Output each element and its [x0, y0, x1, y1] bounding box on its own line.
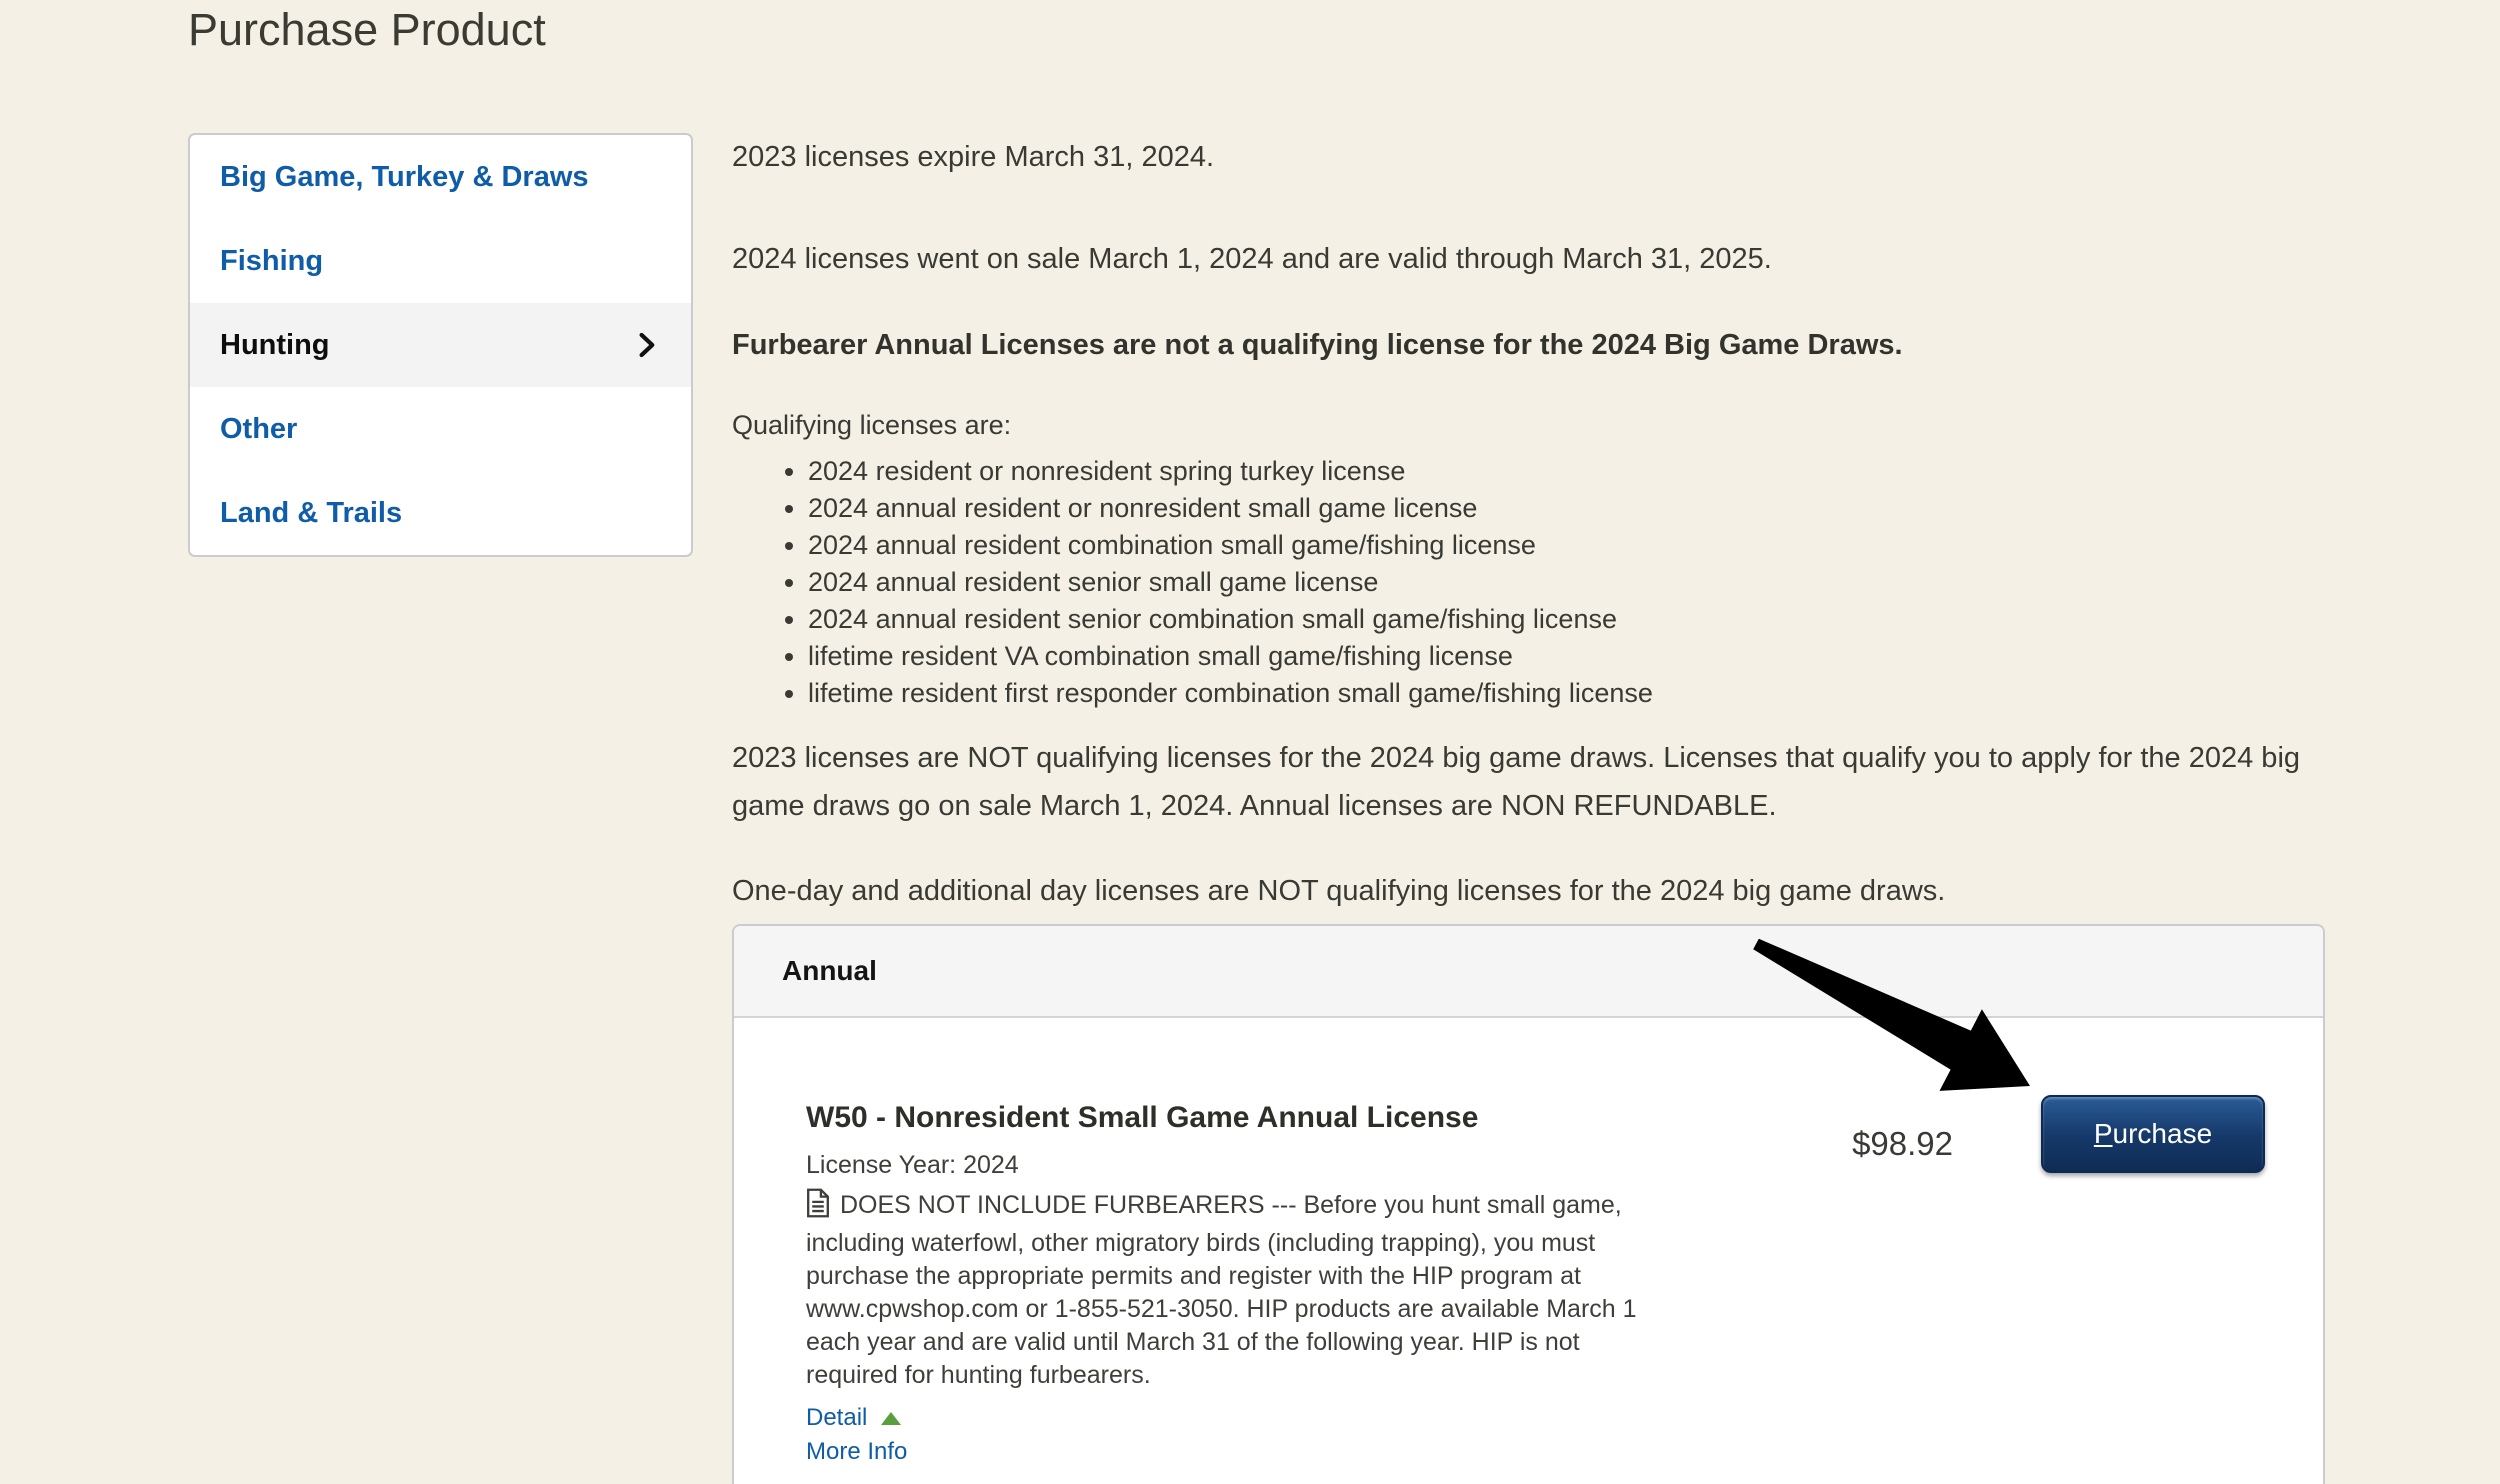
product-description [806, 1188, 1674, 1392]
one-day-notice: One-day and additional day licenses are NOT qualifying licenses for the 2024 big game draws. [732, 875, 1946, 907]
qualifying-intro: Qualifying licenses are: [732, 410, 1012, 440]
sale-notice: 2024 licenses went on sale March 1, 2024 and are valid through March 31, 2025. [732, 243, 1772, 275]
sidebar-item-label: Hunting [220, 328, 330, 361]
detail-toggle-link[interactable] [806, 1404, 901, 1432]
sidebar-item-label: Big Game, Turkey & Draws [220, 160, 589, 193]
chevron-right-icon [631, 330, 661, 360]
qualifying-license-list [732, 453, 2325, 712]
sidebar-item-label: Other [220, 412, 298, 445]
sidebar-item-label: Land & Trails [220, 496, 403, 529]
triangle-up-icon [881, 1412, 901, 1425]
list-item: • 2024 resident or nonresident spring turkey license [808, 453, 2325, 490]
list-item: • 2024 annual resident senior combination small game/fishing license [808, 601, 2325, 638]
main-content [732, 118, 2325, 1484]
product-row [734, 1018, 2323, 1466]
list-item: • lifetime resident first responder combination small game/fishing license [808, 675, 2325, 712]
expiry-notice: 2023 licenses expire March 31, 2024. [732, 141, 1215, 173]
detail-label: Detail [806, 1404, 868, 1431]
sidebar-item-other[interactable] [190, 387, 691, 471]
furbearer-notice: Furbearer Annual Licenses are not a qualifying license for the 2024 Big Game Draws. [732, 329, 1903, 361]
product-price: $98.92 [1852, 1125, 1953, 1162]
sidebar-item-big-game-turkey-draws[interactable] [190, 135, 691, 219]
sidebar-item-fishing[interactable] [190, 219, 691, 303]
sidebar-item-label: Fishing [220, 244, 324, 277]
category-sidebar [188, 133, 693, 557]
panel-header [734, 926, 2323, 1018]
document-icon [806, 1188, 830, 1227]
sidebar-item-hunting[interactable] [190, 303, 691, 387]
list-item: • lifetime resident VA combination small game/fishing license [808, 638, 2325, 675]
list-item: • 2024 annual resident combination small game/fishing license [808, 527, 2325, 564]
product-title: W50 - Nonresident Small Game Annual License [806, 1101, 1479, 1134]
annual-product-panel [732, 924, 2325, 1484]
list-item: • 2024 annual resident senior small game license [808, 564, 2325, 601]
sidebar-item-land-trails[interactable] [190, 471, 691, 555]
license-year: License Year: 2024 [806, 1151, 1019, 1179]
more-info-link[interactable]: More Info [806, 1438, 908, 1465]
panel-header-label: Annual [782, 955, 877, 986]
product-info [806, 1101, 1786, 1466]
non-qualifying-notice: 2023 licenses are NOT qualifying licenses for the 2024 big game draws. Licenses that qualify you to apply for the 2024 big game draws go on sale March 1, 2024. Annual licenses are NON REFUNDABLE. [732, 742, 2301, 822]
purchase-button-label: Purchase [2093, 1118, 2213, 1149]
list-item: • 2024 annual resident or nonresident small game license [808, 490, 2325, 527]
page-title: Purchase Product [188, 4, 546, 55]
purchase-button[interactable] [2041, 1095, 2265, 1173]
product-description-text: DOES NOT INCLUDE FURBEARERS --- Before you hunt small game, including waterfowl, other migratory birds (including trapping), you must purchase the appropriate permits and register with the HIP program at www.cpwshop.com or 1-855-521-3050. HIP products are available March 1 each year and are valid until March 31 of the following year. HIP is not required for hunting furbearers. [806, 1191, 1637, 1389]
